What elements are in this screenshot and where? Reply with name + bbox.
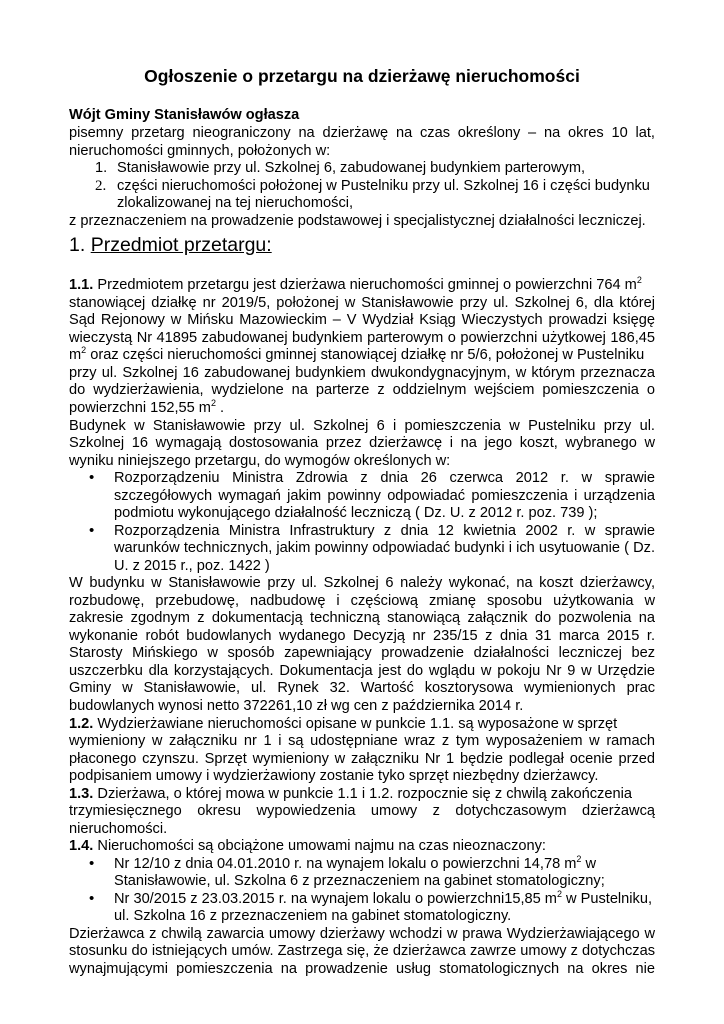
paragraph-line: rozbudowę, przebudowę, nadbudowę i częściową zmianę sposobu użytkowania w: [69, 593, 655, 609]
regulation-item: Rozporządzenia Ministra Infrastruktury z dnia 12 kwietnia 2002 r. w sprawie: [114, 523, 655, 539]
paragraph-line: Budynek w Stanisławowie przy ul. Szkolnej 6 i pomieszczenia w Pustelniku przy ul.: [69, 418, 655, 434]
paragraph-line: trzymiesięcznego okresu wypowiedzenia umowy z dotychczasowym dzierżawcą: [69, 803, 655, 819]
paragraph-label: 1.3.: [69, 786, 94, 802]
paragraph-line: 1.3. Dzierżawa, o której mowa w punkcie 1.1 i 1.2. rozpocznie się z chwilą zakończenia: [69, 786, 632, 802]
regulation-item: szczegółowych wymagań jakim powinny odpowiadać pomieszczenia i urządzenia: [114, 488, 655, 504]
announcer-heading: Wójt Gminy Stanisławów ogłasza: [69, 107, 300, 123]
paragraph-line: powierzchni 152,55 $m^2$ .: [69, 398, 225, 416]
paragraph-line: wyniku niniejszego przetargu, do wymogów określonych w:: [69, 453, 451, 469]
paragraph-line: budowlanych wynosi netto 372261,10 zł wg cen z października 2014 r.: [69, 698, 524, 714]
paragraph-line: 1.4. Nieruchomości są obciążone umowami najmu na czas nieoznaczony:: [69, 838, 546, 854]
paragraph-line: podpisaniem umowy i wydzierżawiony zostanie tyko sprzęt niezbędny dzierżawcy.: [69, 768, 599, 784]
list-marker: 1.: [95, 160, 108, 176]
paragraph-line: 1.2. Wydzierżawiane nieruchomości opisane w punkcie 1.1. są wyposażone w sprzęt: [69, 716, 618, 732]
bullet-icon: •: [89, 522, 95, 539]
bullet-icon: •: [89, 855, 95, 872]
paragraph-line: 1.1. Przedmiotem przetargu jest dzierżawa nieruchomości gminnej o powierzchni 764 $m^2$: [69, 275, 642, 293]
paragraph-line: uszczerbku dla korzystających. Dokumentacja jest do wglądu w pokoju Nr 9 w Urzędzie: [69, 663, 655, 679]
paragraph-line: $m^2$ oraz części nieruchomości gminnej stanowiącej działkę nr 5/6, położonej w Pustelniku: [69, 345, 645, 363]
lease-item: Nr 12/10 z dnia 04.01.2010 r. na wynajem lokalu o powierzchni 14,78 $m^2$ w: [114, 854, 597, 872]
paragraph-label: 1.1.: [69, 277, 94, 293]
paragraph-line: zakresie zgodnym z dokumentacją techniczną stanowiącą załącznik do pozwolenia na: [69, 610, 655, 626]
intro-line: nieruchomości gminnych, położonych w:: [69, 143, 331, 159]
paragraph-line: przy ul. Szkolnej 16 zabudowanej budynkiem dwukondygnacyjnym, w którym przeznacza: [69, 365, 655, 381]
list-item-property-1: Stanisławowie przy ul. Szkolnej 6, zabudowanej budynkiem parterowym,: [117, 160, 586, 176]
intro-closing: z przeznaczeniem na prowadzenie podstawowej i specjalistycznej działalności leczniczej.: [69, 213, 646, 229]
paragraph-line: stanowiącej działkę nr 2019/5, położonej w Stanisławowie przy ul. Szkolnej 6, dla której: [69, 295, 655, 311]
paragraph-line: W budynku w Stanisławowie przy ul. Szkolnej 6 należy wykonać, na koszt dzierżawcy,: [69, 575, 655, 591]
paragraph-line: Dzierżawca z chwilą zawarcia umowy dzierżawy wchodzi w prawa Wydzierżawiającego w: [69, 926, 655, 942]
section-number: 1.: [69, 234, 86, 256]
paragraph-line: wymieniony w załączniku nr 1 i są udostępniane wraz z tym wyposażeniem w ramach: [69, 733, 655, 749]
paragraph-line: do wydzierżawienia, wydzielone na parterze z oddzielnym wejściem pomieszczenia o: [69, 382, 655, 398]
regulation-item: Rozporządzeniu Ministra Zdrowia z dnia 26 czerwca 2012 r. w sprawie: [114, 470, 655, 486]
section-title: Przedmiot przetargu:: [90, 234, 272, 256]
regulation-item: U. z 2015 r., poz. 1422 ): [114, 558, 270, 574]
bullet-icon: •: [89, 890, 95, 907]
intro-line: pisemny przetarg nieograniczony na dzierżawę na czas określony – na okres 10 lat,: [69, 125, 655, 141]
lease-item: ul. Szkolna 16 z przeznaczeniem na gabinet stomatologiczny.: [114, 908, 512, 924]
paragraph-line: płaconego czynszu. Sprzęt wymieniony w załączniku Nr 1 będzie podlegał ocenie przed: [69, 751, 655, 767]
paragraph-line: nieruchomości.: [69, 821, 168, 837]
paragraph-line: Gminy w Stanisławowie, ul. Rynek 32. Wartość kosztorysowa wymienionych prac: [69, 680, 655, 696]
paragraph-line: wykonanie robót budowlanych wydanego Decyzją nr 235/15 z dnia 31 marca 2015 r.: [69, 628, 655, 644]
paragraph-line: wynajmującymi pomieszczenia na prowadzenie usług stomatologicznych na okres nie: [69, 961, 655, 977]
regulation-item: warunków technicznych, jakim powinny odpowiadać budynki i ich usytuowanie ( Dz.: [114, 540, 655, 556]
list-item-property-2: zlokalizowanej na tej nieruchomości,: [117, 195, 354, 211]
section-heading: [69, 234, 272, 257]
lease-item: Stanisławowie, ul. Szkolna 6 z przeznaczeniem na gabinet stomatologiczny;: [114, 873, 605, 889]
list-item-property-2: części nieruchomości położonej w Pustelniku przy ul. Szkolnej 16 i części budynku: [117, 178, 650, 194]
regulation-item: podmiotu wykonującego działalność leczniczą ( Dz. U. z 2012 r. poz. 739 );: [114, 505, 598, 521]
document-title: Ogłoszenie o przetargu na dzierżawę nieruchomości: [144, 66, 580, 86]
bullet-icon: •: [89, 469, 95, 486]
paragraph-line: Sąd Rejonowy w Mińsku Mazowieckim – V Wydział Ksiąg Wieczystych prowadzi księgę: [69, 312, 655, 328]
paragraph-line: stosunku do istniejących umów. Zastrzega się, że dzierżawca zawrze umowy z dotychczas: [69, 943, 655, 959]
list-marker: 2.: [95, 178, 107, 194]
paragraph-label: 1.4.: [69, 838, 94, 854]
paragraph-line: Starosty Mińskiego w sposób zapewniający prowadzenie działalności leczniczej bez: [69, 645, 655, 661]
paragraph-label: 1.2.: [69, 716, 94, 732]
lease-item: Nr 30/2015 z 23.03.2015 r. na wynajem lokalu o powierzchni15,85 $m^2$ w Pustelniku,: [114, 889, 653, 907]
paragraph-line: wieczystą Nr 41895 zabudowanej budynkiem parterowym o powierzchni użytkowej 186,45: [69, 330, 655, 346]
paragraph-line: Szkolnej 16 wymagają dostosowania przez dzierżawcę i na jego koszt, wybranego w: [69, 435, 655, 451]
